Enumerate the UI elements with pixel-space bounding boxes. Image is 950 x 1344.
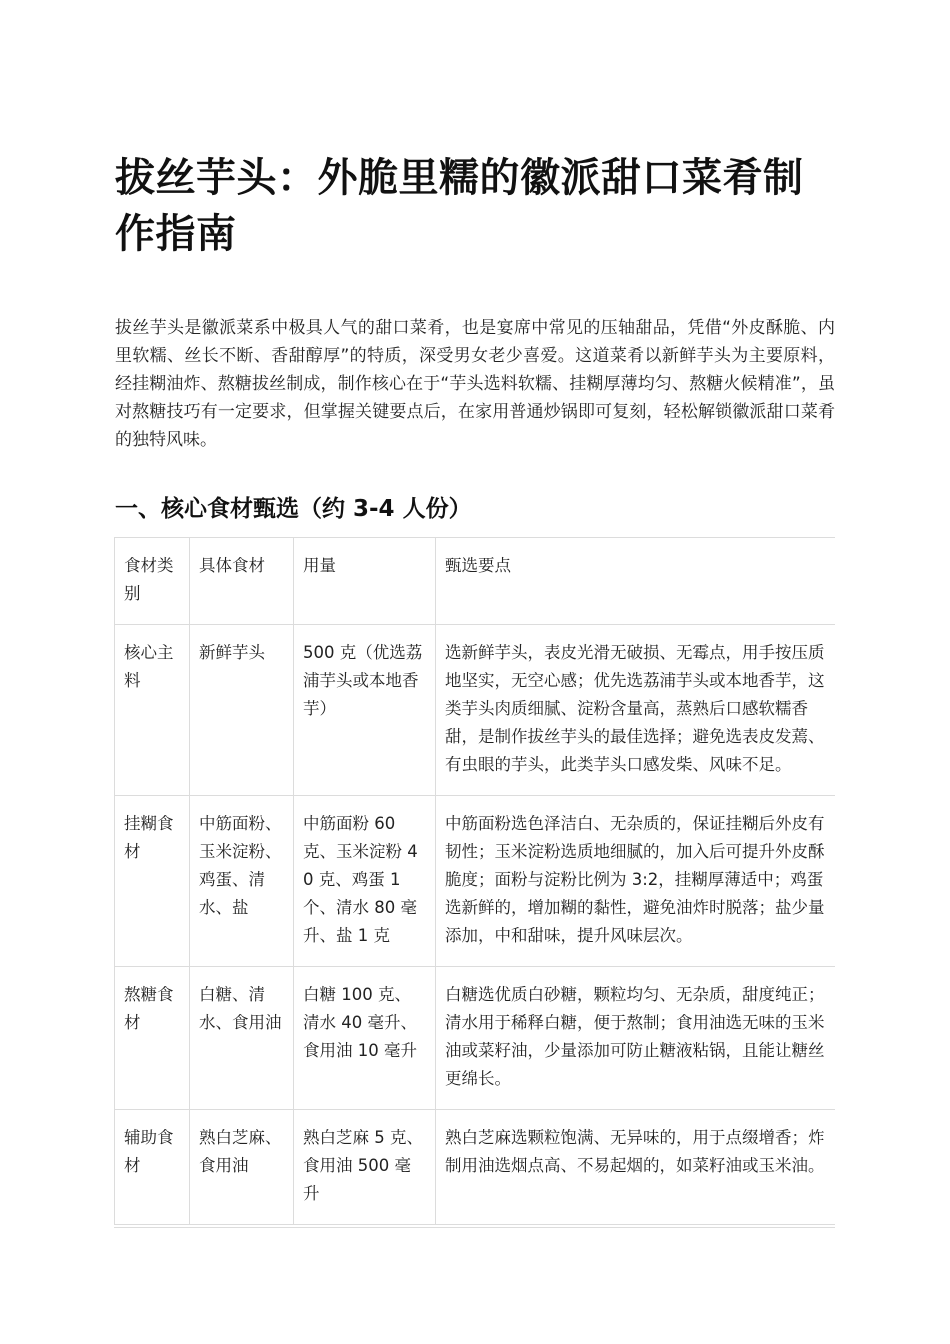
document-page [115,150,835,526]
cell-amount: 熟白芝麻 5 克、食用油 500 毫升 [294,1110,436,1225]
cell-category: 辅助食材 [115,1110,190,1225]
cell-notes: 熟白芝麻选颗粒饱满、无异味的，用于点缀增香；炸制用油选烟点高、不易起烟的，如菜籽油或玉米油。 [436,1110,836,1225]
intro-paragraph: 拔丝芋头是徽派菜系中极具人气的甜口菜肴，也是宴席中常见的压轴甜品，凭借“外皮酥脆、内里软糯、丝长不断、香甜醇厚”的特质，深受男女老少喜爱。这道菜肴以新鲜芋头为主要原料，经挂糊油炸、熬糖拔丝制成，制作核心在于“芋头选料软糯、挂糊厚薄均匀、熬糖火候精准”，虽对熬糖技巧有一定要求，但掌握关键要点后，在家用普通炒锅即可复刻，轻松解锁徽派甜口菜肴的独特风味。 [115,318,835,450]
cell-items: 中筋面粉、玉米淀粉、鸡蛋、清水、盐 [190,796,294,967]
table-row [115,625,836,796]
header-notes: 甄选要点 [436,538,836,625]
section-heading-ingredients: 一、核心食材甄选（约 3-4 人份） [115,496,472,522]
header-amount: 用量 [294,538,436,625]
cell-amount: 中筋面粉 60 克、玉米淀粉 40 克、鸡蛋 1 个、清水 80 毫升、盐 1 克 [294,796,436,967]
cell-items: 新鲜芋头 [190,625,294,796]
ingredients-table-container [114,537,835,1228]
header-category: 食材类别 [115,538,190,625]
table-row [115,1110,836,1225]
cell-notes: 中筋面粉选色泽洁白、无杂质的，保证挂糊后外皮有韧性；玉米淀粉选质地细腻的，加入后可提升外皮酥脆度；面粉与淀粉比例为 3:2，挂糊厚薄适中；鸡蛋选新鲜的，增加糊的黏性，避免油炸时脱落；盐少量添加，中和甜味，提升风味层次。 [436,796,836,967]
header-items: 具体食材 [190,538,294,625]
cell-items: 白糖、清水、食用油 [190,967,294,1110]
cell-category: 熬糖食材 [115,967,190,1110]
table-row [115,967,836,1110]
cell-items: 熟白芝麻、食用油 [190,1110,294,1225]
cell-notes: 白糖选优质白砂糖，颗粒均匀、无杂质，甜度纯正；清水用于稀释白糖，便于熬制；食用油选无味的玉米油或菜籽油，少量添加可防止糖液粘锅，且能让糖丝更绵长。 [436,967,836,1110]
page-title: 拔丝芋头：外脆里糯的徽派甜口菜肴制作指南 [115,155,804,257]
table-row [115,796,836,967]
cell-notes: 选新鲜芋头，表皮光滑无破损、无霉点，用手按压质地坚实，无空心感；优先选荔浦芋头或本地香芋，这类芋头肉质细腻、淀粉含量高，蒸熟后口感软糯香甜，是制作拔丝芋头的最佳选择；避免选表皮发蔫、有虫眼的芋头，此类芋头口感发柴、风味不足。 [436,625,836,796]
table-header-row [115,538,836,625]
cell-category: 挂糊食材 [115,796,190,967]
cell-amount: 500 克（优选荔浦芋头或本地香芋） [294,625,436,796]
cell-category: 核心主料 [115,625,190,796]
cell-amount: 白糖 100 克、清水 40 毫升、食用油 10 毫升 [294,967,436,1110]
ingredients-table [114,537,835,1225]
